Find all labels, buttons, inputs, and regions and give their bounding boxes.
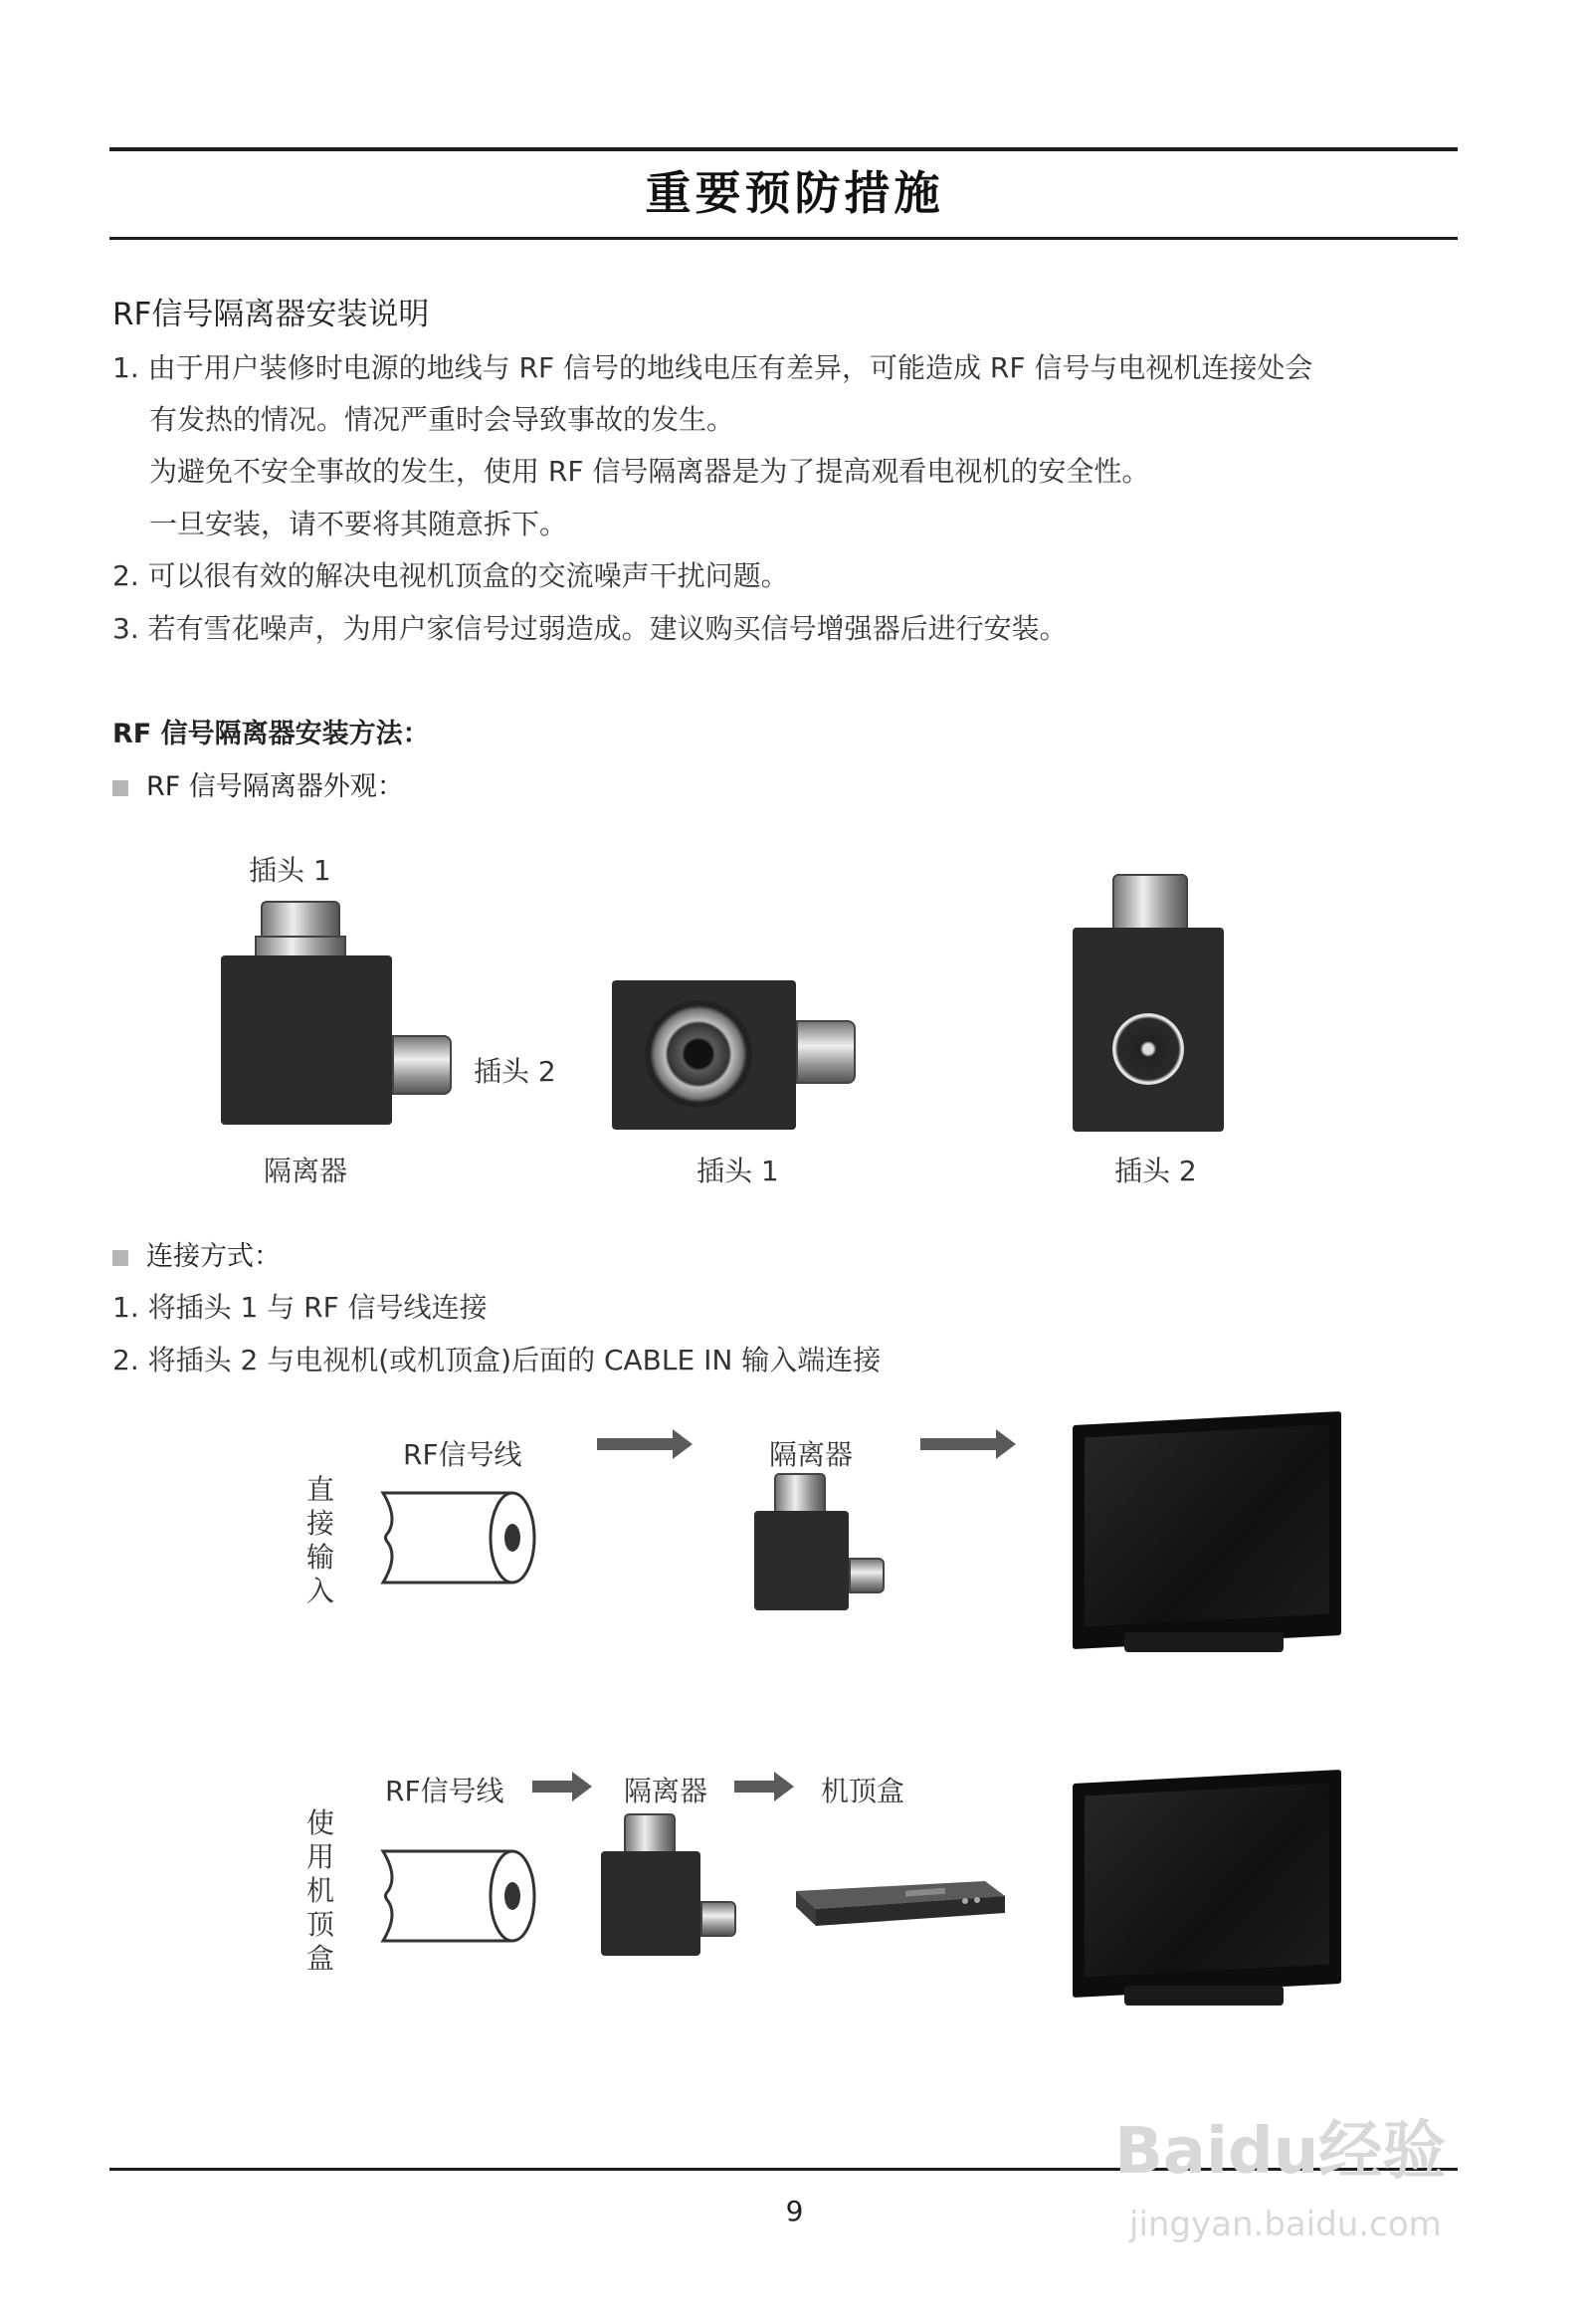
note-line-2: 有发热的情况。情况严重时会导致事故的发生。 bbox=[149, 403, 735, 436]
diagram1-side-char: 直 bbox=[305, 1473, 334, 1506]
title-underline bbox=[109, 237, 1458, 240]
section-heading-install-notes: RF信号隔离器安装说明 bbox=[112, 297, 430, 332]
note-line-3: 为避免不安全事故的发生，使用 RF 信号隔离器是为了提高观看电视机的安全性。 bbox=[149, 455, 1150, 488]
diagram2-settop-box-icon bbox=[786, 1871, 1015, 1931]
diagram2-side-char: 盒 bbox=[305, 1942, 334, 1975]
diagram2-side-char: 机 bbox=[305, 1874, 334, 1907]
note-line-1: 1. 由于用户装修时电源的地线与 RF 信号的地线电压有差异，可能造成 RF 信号与电视机连接处会 bbox=[112, 351, 1313, 384]
diagram1-rf-cable-label: RF信号线 bbox=[403, 1438, 522, 1471]
square-bullet-icon bbox=[112, 780, 128, 796]
isolator-side-connector bbox=[392, 1035, 452, 1095]
diagram1-isolator-side-connector bbox=[849, 1558, 885, 1593]
diagram2-settop-label: 机顶盒 bbox=[821, 1775, 905, 1807]
diagram2-arrow-2 bbox=[734, 1781, 776, 1793]
baidu-watermark-logo: Baidu经验 bbox=[1114, 2115, 1447, 2189]
connection-label-text: 连接方式： bbox=[146, 1241, 281, 1272]
top-rule bbox=[109, 147, 1458, 151]
diagram1-rf-cable-icon bbox=[378, 1488, 547, 1587]
diagram2-rf-cable-icon bbox=[378, 1846, 547, 1946]
diagram2-isolator-label: 隔离器 bbox=[624, 1775, 708, 1807]
diagram2-side-char: 顶 bbox=[305, 1908, 334, 1941]
diagram1-side-label bbox=[303, 1473, 337, 1608]
caption-plug2: 插头 2 bbox=[1114, 1155, 1197, 1187]
note-line-6: 3. 若有雪花噪声，为用户家信号过弱造成。建议购买信号增强器后进行安装。 bbox=[112, 612, 1068, 645]
caption-plug2-side: 插头 2 bbox=[474, 1055, 556, 1088]
diagram1-isolator-body bbox=[754, 1511, 849, 1610]
diagram2-tv-stand bbox=[1124, 1986, 1284, 2006]
diagram1-tv-stand bbox=[1124, 1632, 1284, 1652]
diagram2-side-char: 用 bbox=[305, 1840, 334, 1873]
diagram2-isolator-body bbox=[601, 1851, 700, 1956]
plug1-side-connector bbox=[796, 1020, 856, 1084]
section-heading-install-method: RF 信号隔离器安装方法： bbox=[112, 719, 430, 749]
isolator-top-collar bbox=[255, 936, 346, 957]
isolator-body bbox=[221, 955, 392, 1125]
connection-label bbox=[112, 1234, 281, 1273]
page-title: 重要预防措施 bbox=[645, 166, 944, 220]
connect-step-1: 1. 将插头 1 与 RF 信号线连接 bbox=[112, 1291, 488, 1324]
diagram2-rf-cable-label: RF信号线 bbox=[385, 1775, 504, 1807]
appearance-label bbox=[112, 764, 404, 803]
plug2-socket-ring bbox=[1112, 1013, 1184, 1085]
diagram1-side-char: 入 bbox=[305, 1575, 334, 1607]
page-number: 9 bbox=[785, 2195, 804, 2227]
baidu-watermark-url: jingyan.baidu.com bbox=[1129, 2205, 1442, 2244]
diagram1-isolator-label: 隔离器 bbox=[769, 1438, 854, 1471]
note-line-4: 一旦安装，请不要将其随意拆下。 bbox=[149, 508, 568, 540]
diagram2-tv-screen bbox=[1085, 1784, 1329, 1978]
diagram1-tv-screen bbox=[1085, 1425, 1329, 1627]
diagram2-isolator-side-connector bbox=[700, 1901, 736, 1937]
caption-plug1-top: 插头 1 bbox=[249, 854, 331, 887]
appearance-label-text: RF 信号隔离器外观： bbox=[146, 771, 404, 802]
connect-step-2: 2. 将插头 2 与电视机(或机顶盒)后面的 CABLE IN 输入端连接 bbox=[112, 1344, 882, 1376]
diagram1-arrow-1 bbox=[597, 1438, 675, 1450]
diagram1-side-char: 输 bbox=[305, 1541, 334, 1574]
caption-plug1: 插头 1 bbox=[696, 1155, 779, 1187]
diagram1-arrow-2 bbox=[920, 1438, 998, 1450]
diagram2-side-char: 使 bbox=[305, 1806, 334, 1839]
diagram2-side-label bbox=[303, 1806, 337, 1976]
note-line-5: 2. 可以很有效的解决电视机顶盒的交流噪声干扰问题。 bbox=[112, 559, 789, 592]
caption-isolator: 隔离器 bbox=[264, 1155, 348, 1187]
diagram2-arrow-1 bbox=[532, 1781, 574, 1793]
square-bullet-icon bbox=[112, 1250, 128, 1266]
diagram1-side-char: 接 bbox=[305, 1507, 334, 1540]
plug1-socket-ring bbox=[645, 1000, 752, 1108]
